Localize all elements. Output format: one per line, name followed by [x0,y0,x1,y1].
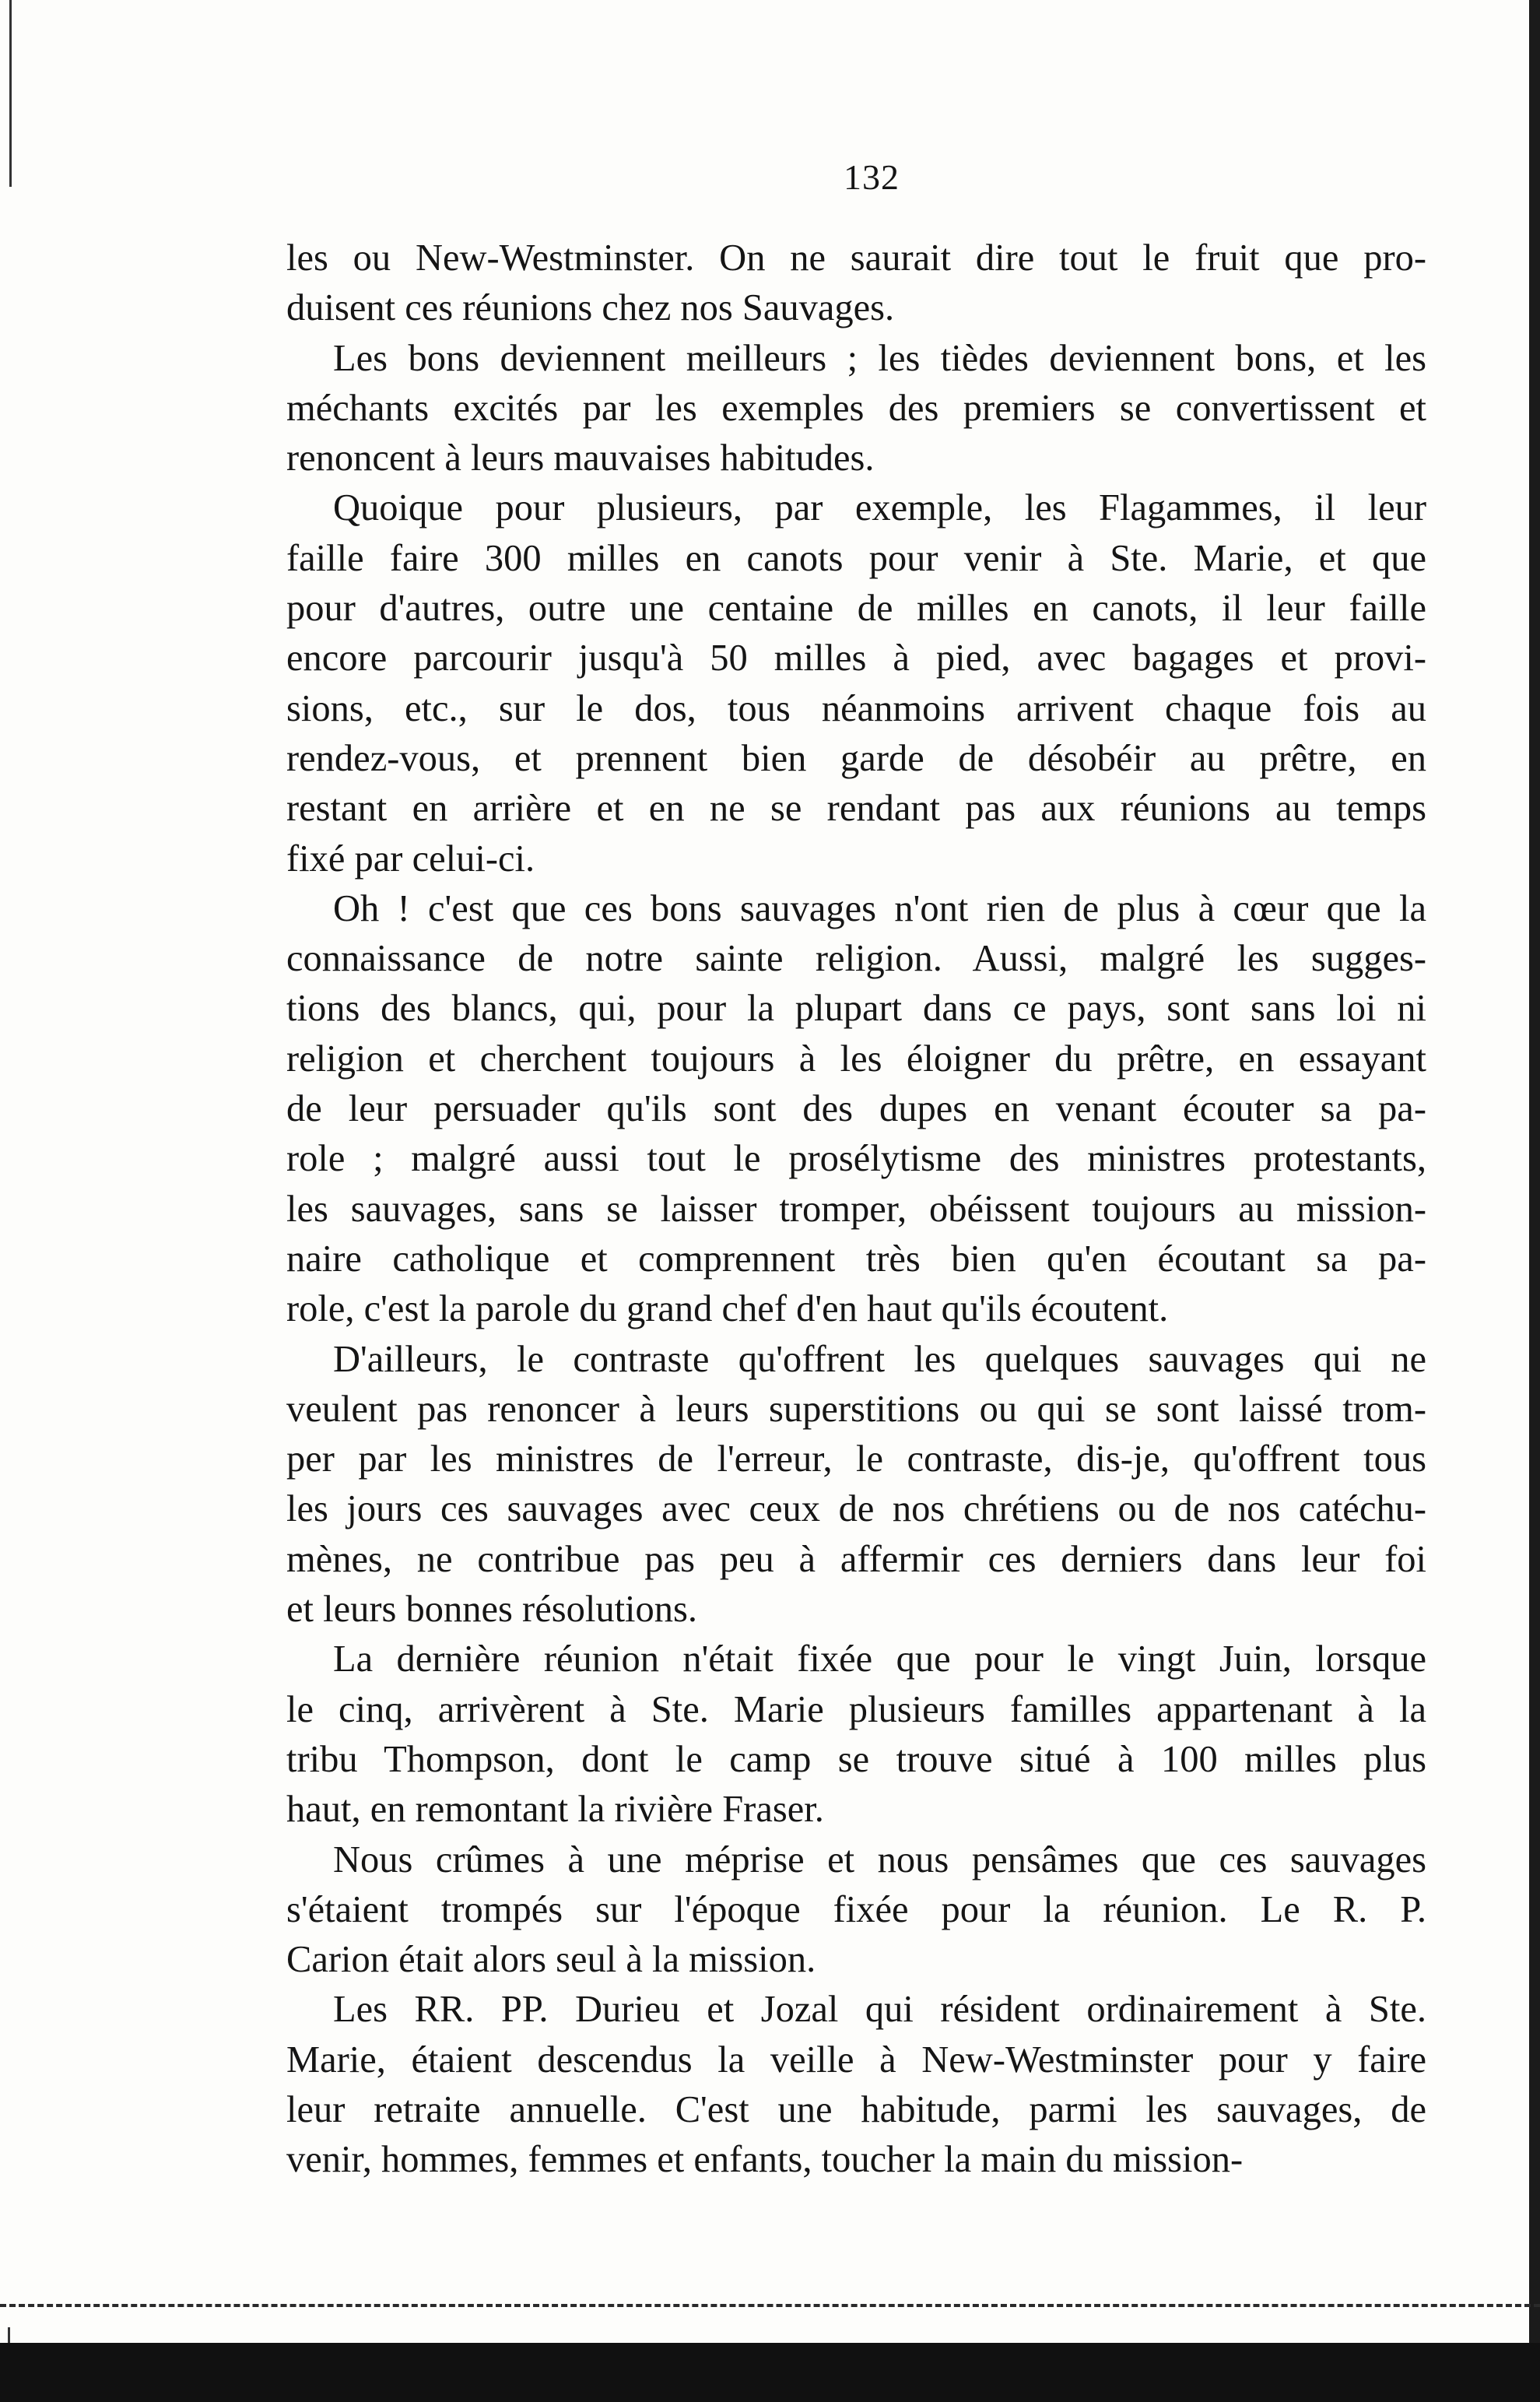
paragraph [286,1835,1426,1986]
paragraph [286,234,1426,334]
paragraph [286,334,1426,484]
text-line: tions des blancs, qui, pour la plupart dans ce pays, sont sans loi ni [286,988,1426,1030]
text-line: tribu Thompson, dont le camp se trouve situé à 100 milles plus [286,1738,1426,1780]
text-line: Nous crûmes à une méprise et nous pensâmes que ces sauvages [333,1838,1426,1881]
text-line: veulent pas renoncer à leurs superstitions ou qui se sont laissé trom- [286,1388,1426,1430]
paragraph [286,884,1426,1335]
text-line: Les RR. PP. Durieu et Jozal qui résident ordinairement à Ste. [333,1989,1426,2031]
text-line: méchants excités par les exemples des premiers se convertissent et [286,387,1426,429]
text-line: faille faire 300 milles en canots pour venir à Ste. Marie, et que [286,537,1426,579]
text-line: Oh ! c'est que ces bons sauvages n'ont rien de plus à cœur que la [333,887,1426,929]
text-line: Marie, étaient descendus la veille à New-Westminster pour y faire [286,2039,1426,2081]
page-number: 132 [844,157,900,197]
text-line: Carion était alors seul à la mission. [286,1939,816,1981]
page-edge-shadow [1529,0,1540,2402]
bottom-dashed-rule [0,2304,1540,2307]
text-line: les ou New-Westminster. On ne saurait dire tout le fruit que pro- [286,237,1426,279]
text-line: rendez-vous, et prennent bien garde de désobéir au prêtre, en [286,737,1426,779]
text-line: et leurs bonnes résolutions. [286,1589,698,1631]
text-line: mènes, ne contribue pas peu à affermir ces derniers dans leur foi [286,1538,1426,1580]
paragraph [286,1635,1426,1835]
text-line: Quoique pour plusieurs, par exemple, les Flagammes, il leur [333,487,1426,529]
text-line: connaissance de notre sainte religion. Aussi, malgré les sugges- [286,938,1426,980]
paragraph [286,1335,1426,1635]
text-line: le cinq, arrivèrent à Ste. Marie plusieurs familles appartenant à la [286,1688,1426,1730]
text-line: duisent ces réunions chez nos Sauvages. [286,287,895,329]
left-margin-specks [9,0,12,187]
text-line: les sauvages, sans se laisser tromper, obéissent toujours au mission- [286,1188,1426,1230]
text-line: restant en arrière et en ne se rendant pas aux réunions au temps [286,788,1426,830]
text-line: role, c'est la parole du grand chef d'en haut qu'ils écoutent. [286,1288,1169,1330]
text-line: leur retraite annuelle. C'est une habitude, parmi les sauvages, de [286,2088,1426,2130]
paragraph [286,1985,1426,2185]
text-line: La dernière réunion n'était fixée que pour le vingt Juin, lorsque [333,1638,1426,1680]
scan-bottom-edge [0,2343,1540,2402]
text-line: venir, hommes, femmes et enfants, toucher la main du mission- [286,2139,1244,2181]
paragraph [286,483,1426,883]
text-line: de leur persuader qu'ils sont des dupes en venant écouter sa pa- [286,1088,1426,1130]
text-line: religion et cherchent toujours à les éloigner du prêtre, en essayant [286,1038,1426,1080]
text-line: per par les ministres de l'erreur, le contraste, dis-je, qu'offrent tous [286,1438,1426,1480]
text-line: D'ailleurs, le contraste qu'offrent les quelques sauvages qui ne [333,1338,1426,1380]
text-line: s'étaient trompés sur l'époque fixée pour la réunion. Le R. P. [286,1888,1426,1930]
text-line: les jours ces sauvages avec ceux de nos chrétiens ou de nos catéchu- [286,1488,1426,1530]
text-line: role ; malgré aussi tout le prosélytisme des ministres protestants, [286,1138,1426,1180]
text-line: fixé par celui-ci. [286,838,535,880]
text-line: naire catholique et comprennent très bien qu'en écoutant sa pa- [286,1238,1426,1280]
text-line: sions, etc., sur le dos, tous néanmoins arrivent chaque fois au [286,687,1426,729]
text-line: pour d'autres, outre une centaine de milles en canots, il leur faille [286,588,1426,630]
body-text [286,234,1426,2186]
text-line: encore parcourir jusqu'à 50 milles à pied, avec bagages et provi- [286,637,1426,680]
text-line: Les bons deviennent meilleurs ; les tièdes deviennent bons, et les [333,337,1426,379]
text-line: haut, en remontant la rivière Fraser. [286,1789,824,1831]
text-line: renoncent à leurs mauvaises habitudes. [286,437,875,479]
